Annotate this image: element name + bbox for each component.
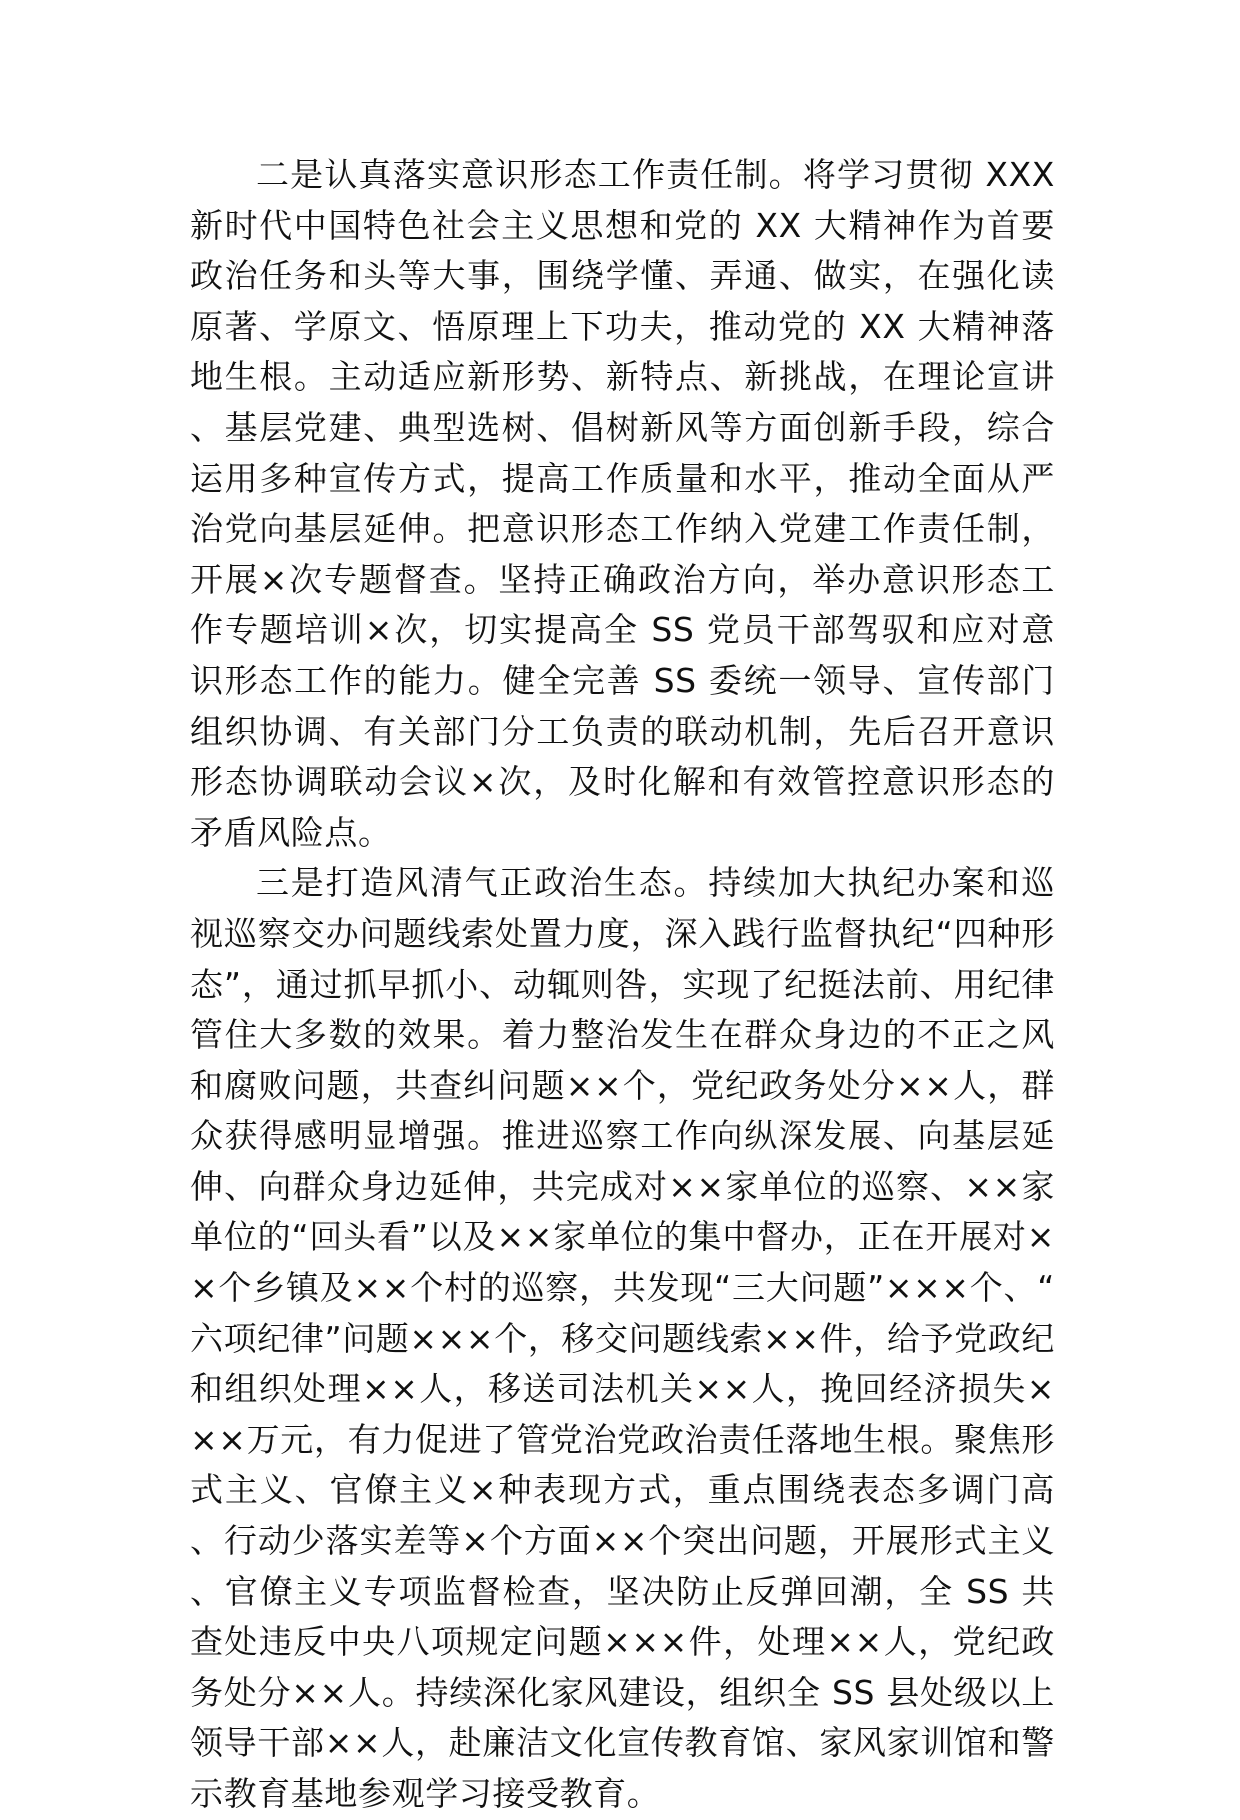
- document-page: [190, 150, 1055, 1820]
- paragraph-political-ecology: 三是打造风清气正政治生态。持续加大执纪办案和巡视巡察交办问题线索处置力度，深入践行监督执纪“四种形态”，通过抓早抓小、动辄则咎，实现了纪挺法前、用纪律管住大多数的效果。着力整治发生在群众身边的不正之风和腐败问题，共查纠问题××个，党纪政务处分××人，群众获得感明显增强。推进巡察工作向纵深发展、向基层延伸、向群众身边延伸，共完成对××家单位的巡察、××家单位的“回头看”以及××家单位的集中督办，正在开展对××个乡镇及××个村的巡察，共发现“三大问题”×××个、“六项纪律”问题×××个，移交问题线索××件，给予党政纪和组织处理××人，移送司法机关××人，挽回经济损失×××万元，有力促进了管党治党政治责任落地生根。聚焦形式主义、官僚主义×种表现方式，重点围绕表态多调门高、行动少落实差等×个方面××个突出问题，开展形式主义、官僚主义专项监督检查，坚决防止反弹回潮，全 SS 共查处违反中央八项规定问题×××件，处理××人，党纪政务处分××人。持续深化家风建设，组织全 SS 县处级以上领导干部××人，赴廉洁文化宣传教育馆、家风家训馆和警示教育基地参观学习接受教育。: [190, 863, 1055, 1813]
- paragraph-ideology-responsibility: 二是认真落实意识形态工作责任制。将学习贯彻 XXX 新时代中国特色社会主义思想和党的 XX 大精神作为首要政治任务和头等大事，围绕学懂、弄通、做实，在强化读原著、学原文、悟原理上下功夫，推动党的 XX 大精神落地生根。主动适应新形势、新特点、新挑战，在理论宣讲、基层党建、典型选树、倡树新风等方面创新手段，综合运用多种宣传方式，提高工作质量和水平，推动全面从严治党向基层延伸。把意识形态工作纳入党建工作责任制，开展×次专题督查。坚持正确政治方向，举办意识形态工作专题培训×次，切实提高全 SS 党员干部驾驭和应对意识形态工作的能力。健全完善 SS 委统一领导、宣传部门组织协调、有关部门分工负责的联动机制，先后召开意识形态协调联动会议×次，及时化解和有效管控意识形态的矛盾风险点。: [190, 155, 1055, 852]
